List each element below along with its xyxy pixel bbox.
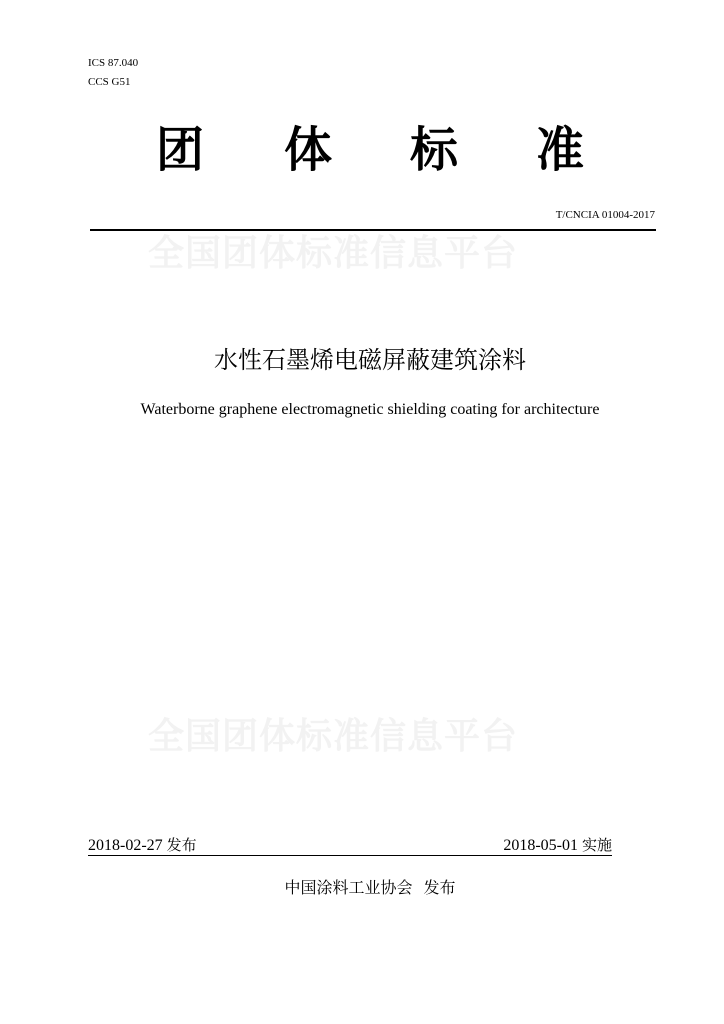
english-title: Waterborne graphene electromagnetic shielding coating for architecture — [140, 401, 600, 418]
footer-divider — [88, 855, 612, 856]
publisher-action: 发布 — [423, 878, 456, 897]
implement-date-line — [503, 835, 612, 856]
implement-date: 2018-05-01 — [503, 837, 578, 854]
category-title-char-1: 团 — [155, 122, 204, 178]
publisher-line — [0, 877, 724, 899]
category-title-char-4: 准 — [535, 122, 584, 178]
ccs-code: CCS G51 — [88, 76, 131, 88]
standard-number: T/CNCIA 01004-2017 — [555, 209, 655, 221]
watermark-top: 全国团体标准信息平台 — [148, 233, 519, 274]
issue-date: 2018-02-27 — [88, 837, 163, 854]
implement-label: 实施 — [581, 836, 612, 854]
chinese-title: 水性石墨烯电磁屏蔽建筑涂料 — [214, 346, 526, 374]
issue-date-line — [88, 835, 197, 856]
publisher-name: 中国涂料工业协会 — [284, 878, 413, 897]
ics-code: ICS 87.040 — [88, 57, 139, 69]
document-category-title — [88, 122, 656, 182]
category-title-char-3: 标 — [409, 122, 458, 178]
watermark-bottom: 全国团体标准信息平台 — [148, 716, 519, 757]
header-divider — [90, 229, 656, 231]
category-title-char-2: 体 — [283, 122, 332, 178]
issue-label: 发布 — [166, 836, 197, 854]
